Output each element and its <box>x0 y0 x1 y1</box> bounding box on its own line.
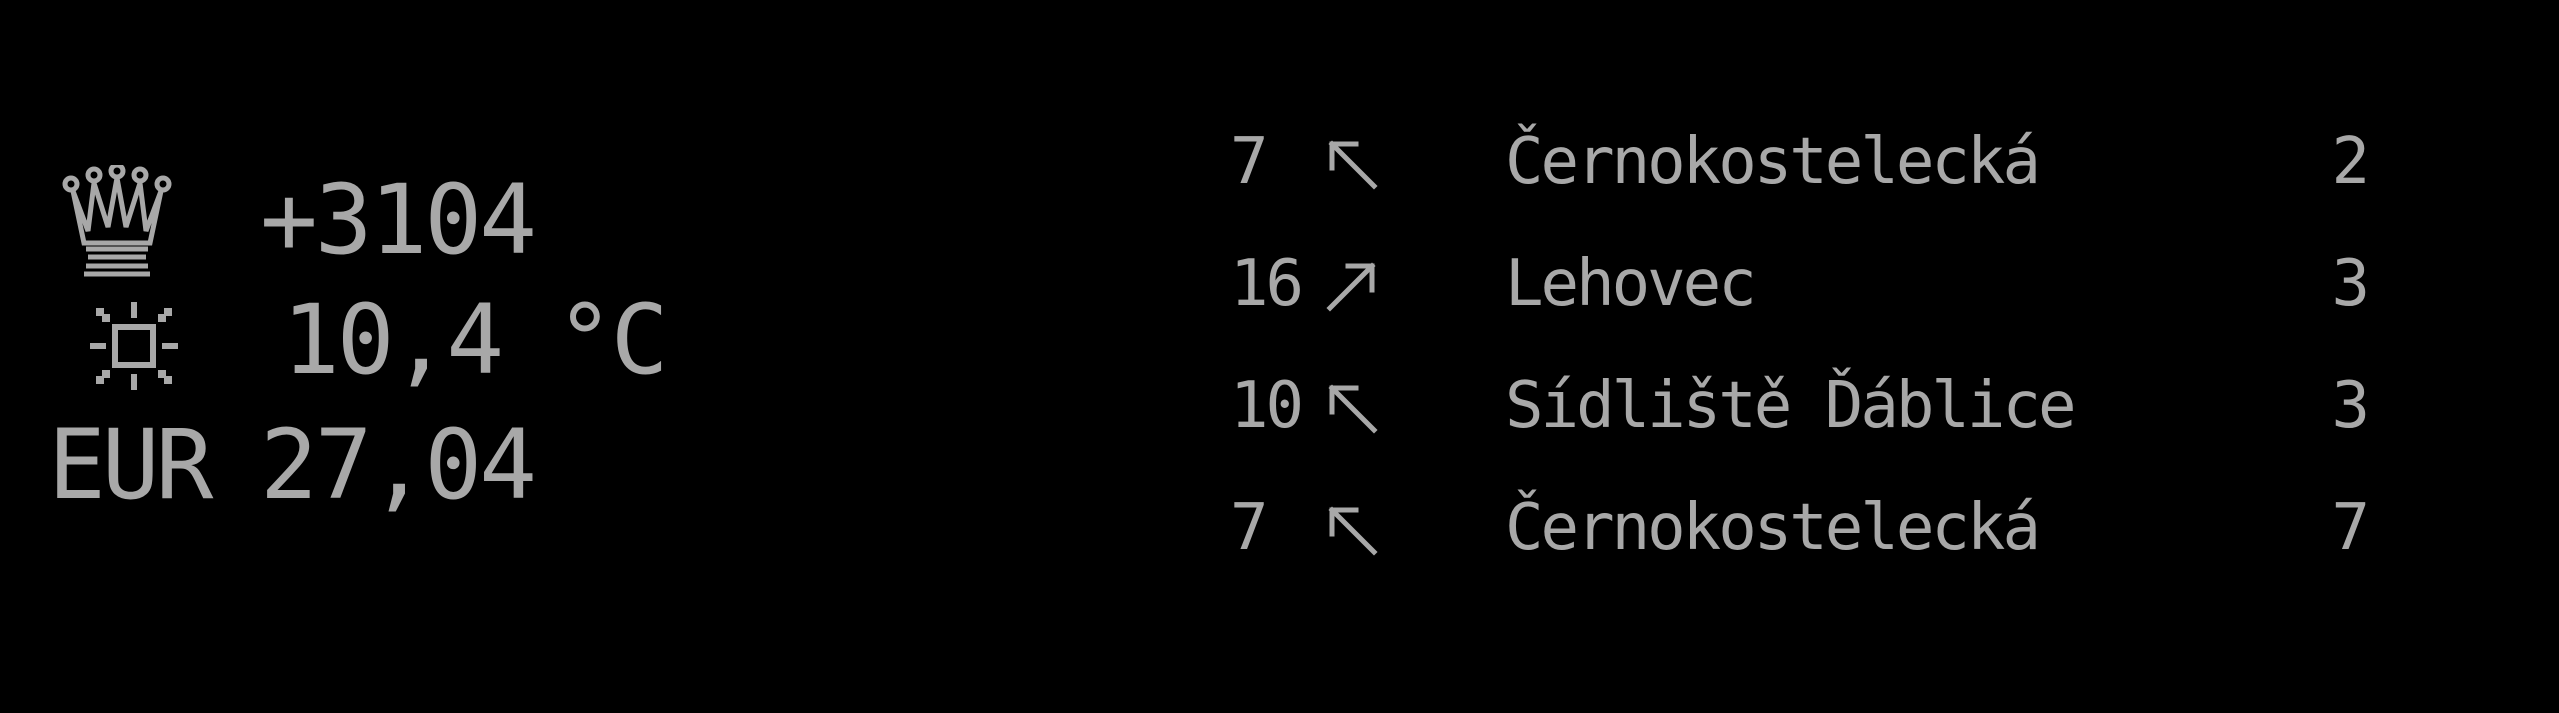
chess-queen-icon <box>58 165 176 277</box>
tram-line-number: 16 <box>1230 247 1302 321</box>
currency-row <box>0 410 700 520</box>
departure-row <box>1230 112 2380 212</box>
minutes-to-departure: 3 <box>2331 247 2370 321</box>
tram-line-number: 7 <box>1230 491 1266 565</box>
arrow-up-left-icon <box>1322 134 1382 194</box>
temperature-value: 10,4 °C <box>282 284 666 396</box>
arrow-up-left-icon <box>1322 500 1382 560</box>
weather-row <box>0 285 700 395</box>
tram-line-number: 7 <box>1230 125 1266 199</box>
destination-stop: Černokostelecká <box>1505 491 2038 565</box>
departure-row <box>1230 478 2380 578</box>
destination-stop: Lehovec <box>1505 247 1754 321</box>
departures-board <box>1230 112 2380 592</box>
minutes-to-departure: 3 <box>2331 369 2370 443</box>
currency-code: EUR <box>48 409 210 521</box>
exchange-rate-value: 27,04 <box>260 409 534 521</box>
departure-row <box>1230 234 2380 334</box>
tram-line-number: 10 <box>1230 369 1302 443</box>
minutes-to-departure: 7 <box>2331 491 2370 565</box>
destination-stop: Černokostelecká <box>1505 125 2038 199</box>
sun-icon <box>88 300 180 392</box>
chess-rating-row <box>0 165 700 275</box>
info-panel <box>0 0 700 713</box>
arrow-up-right-icon <box>1322 256 1382 316</box>
minutes-to-departure: 2 <box>2331 125 2370 199</box>
destination-stop: Sídliště Ďáblice <box>1505 369 2074 443</box>
chess-rating-value: +3104 <box>260 164 534 276</box>
arrow-up-left-icon <box>1322 378 1382 438</box>
departure-row <box>1230 356 2380 456</box>
